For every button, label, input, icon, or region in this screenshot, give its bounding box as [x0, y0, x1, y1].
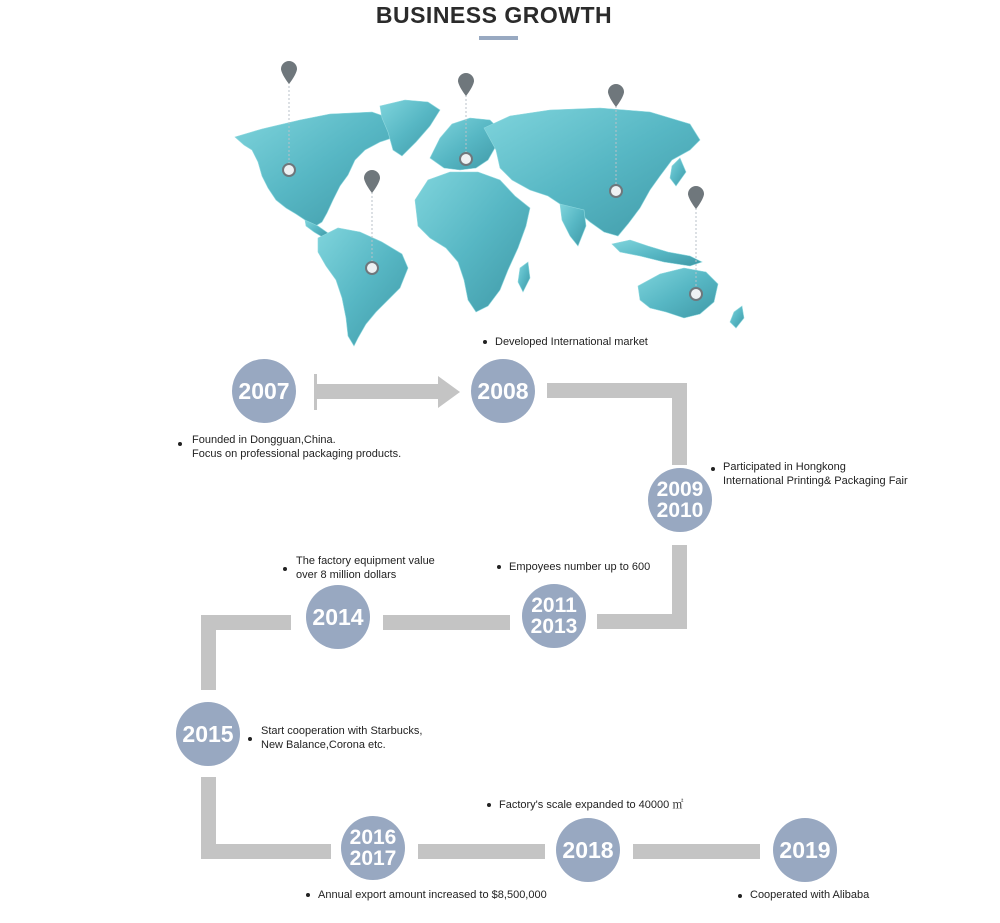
- page-title: BUSINESS GROWTH: [375, 2, 613, 28]
- note-line: over 8 million dollars: [296, 569, 397, 581]
- note-line: Developed International market: [495, 336, 648, 348]
- year-label: 2007: [238, 377, 290, 404]
- milestone-2018: [556, 818, 620, 882]
- japan-shape: [670, 158, 686, 186]
- bullet-dot: [711, 467, 715, 471]
- note-line: New Balance,Corona etc.: [261, 739, 386, 751]
- bullet-dot: [738, 894, 742, 898]
- note-line: Founded in Dongguan,China.: [192, 434, 336, 446]
- milestone-2019: [773, 818, 837, 882]
- timeline-path: [314, 374, 317, 410]
- note-2008: [495, 335, 648, 349]
- note-line: Start cooperation with Starbucks,: [261, 725, 423, 737]
- note-2009-2010: [723, 460, 908, 488]
- year-label: 2013: [530, 615, 578, 638]
- year-label: 2010: [656, 499, 704, 522]
- world-map: [0, 0, 1000, 360]
- milestone-2011-2013: [522, 584, 586, 648]
- timeline-path: [547, 383, 687, 398]
- note-line: The factory equipment value: [296, 555, 435, 567]
- timeline-path: [633, 844, 760, 859]
- milestone-2009-2010: [648, 468, 712, 532]
- note-line: International Printing& Packaging Fair: [723, 475, 908, 487]
- bullet-dot: [487, 803, 491, 807]
- timeline-path: [597, 614, 687, 629]
- bullet-dot: [248, 737, 252, 741]
- year-label: 2019: [779, 836, 831, 863]
- timeline-path: [418, 844, 545, 859]
- madagascar-shape: [518, 262, 530, 292]
- africa-shape: [415, 172, 530, 312]
- year-label: 2017: [349, 847, 397, 870]
- note-line: Factory's scale expanded to 40000 ㎡: [499, 799, 684, 811]
- note-2019: [750, 888, 869, 902]
- note-line: Cooperated with Alibaba: [750, 889, 870, 901]
- bullet-dot: [178, 442, 182, 446]
- year-label: 2016: [349, 826, 397, 849]
- note-2015: [261, 724, 422, 752]
- timeline-path: [383, 615, 510, 630]
- year-label: 2018: [562, 836, 614, 863]
- note-2007: [192, 433, 401, 461]
- indonesia-shape: [612, 240, 702, 266]
- year-label: 2011: [531, 594, 577, 617]
- note-2014: [296, 554, 435, 582]
- year-label: 2015: [182, 720, 234, 747]
- milestone-2007: [232, 359, 296, 423]
- milestone-2015: [176, 702, 240, 766]
- north-america-shape: [235, 112, 395, 227]
- greenland-shape: [380, 100, 440, 156]
- continents: [235, 100, 744, 346]
- south-america-shape: [318, 228, 408, 346]
- year-label: 2009: [656, 478, 704, 501]
- note-line: Empoyees number up to 600: [509, 561, 651, 573]
- bullet-dot: [483, 340, 487, 344]
- timeline-path: [201, 844, 331, 859]
- milestone-2016-2017: [341, 816, 405, 880]
- bullet-dot: [283, 567, 287, 571]
- note-line: Participated in Hongkong: [723, 461, 846, 473]
- milestone-2014: [306, 585, 370, 649]
- note-2018: [499, 798, 683, 812]
- note-2011-2013: [509, 560, 650, 574]
- india-shape: [560, 204, 586, 246]
- year-label: 2014: [312, 603, 364, 630]
- timeline-path: [201, 615, 216, 690]
- timeline-path: [316, 384, 441, 399]
- bullet-dot: [497, 565, 501, 569]
- note-line: Annual export amount increased to $8,500,000: [318, 889, 547, 901]
- milestone-2008: [471, 359, 535, 423]
- note-line: Focus on professional packaging products.: [192, 448, 402, 460]
- australia-shape: [638, 268, 718, 318]
- arrow-right-icon: [438, 376, 462, 408]
- bullet-dot: [306, 893, 310, 897]
- timeline-path: [672, 383, 687, 465]
- year-label: 2008: [477, 377, 529, 404]
- new-zealand-shape: [730, 306, 744, 328]
- note-2016-2017: [318, 888, 547, 902]
